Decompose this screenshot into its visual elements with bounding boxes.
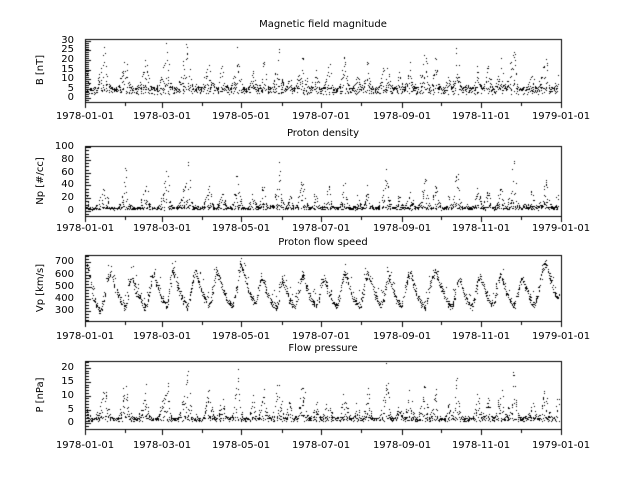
x-tick-label: 1978-03-01 [132, 331, 192, 342]
y-tick-label: 0 [67, 205, 74, 216]
panel-title-flow-pressure: Flow pressure [288, 343, 358, 354]
x-tick-label: 1979-01-01 [531, 223, 591, 234]
y-tick-label: 20 [61, 54, 74, 65]
y-tick-label: 5 [67, 83, 74, 94]
x-tick-label: 1978-09-01 [372, 223, 432, 234]
x-tick-label: 1978-03-01 [132, 223, 192, 234]
x-tick-label: 1978-05-01 [211, 111, 271, 122]
y-tick-label: 100 [54, 141, 74, 152]
panel-title-proton-flow-speed: Proton flow speed [278, 237, 368, 248]
x-tick-label: 1979-01-01 [531, 331, 591, 342]
y-tick-label: 15 [61, 64, 74, 75]
y-tick-label: 10 [61, 390, 74, 401]
y-tick-label: 0 [67, 92, 74, 103]
y-tick-label: 5 [67, 404, 74, 415]
x-tick-label: 1978-03-01 [132, 440, 192, 451]
y-tick-label: 300 [54, 305, 74, 316]
y-tick-label: 500 [54, 281, 74, 292]
x-tick-label: 1978-01-01 [55, 111, 115, 122]
x-tick-label: 1978-11-01 [451, 440, 511, 451]
x-tick-label: 1978-03-01 [132, 111, 192, 122]
x-tick-label: 1978-09-01 [372, 440, 432, 451]
x-tick-label: 1978-01-01 [55, 223, 115, 234]
panel-title-magnetic-field: Magnetic field magnitude [259, 19, 387, 30]
y-tick-label: 60 [61, 167, 74, 178]
x-tick-label: 1978-05-01 [211, 223, 271, 234]
x-tick-label: 1978-05-01 [211, 440, 271, 451]
y-tick-label: 80 [61, 154, 74, 165]
y-tick-label: 25 [61, 44, 74, 55]
y-axis-label-vp: Vp [km/s] [35, 263, 46, 313]
x-tick-label: 1979-01-01 [531, 111, 591, 122]
y-tick-label: 0 [67, 417, 74, 428]
y-tick-label: 40 [61, 179, 74, 190]
y-axis-label-np: Np [#/cc] [35, 157, 46, 205]
x-tick-label: 1978-07-01 [291, 331, 351, 342]
y-tick-label: 20 [61, 192, 74, 203]
y-tick-label: 15 [61, 376, 74, 387]
y-tick-label: 30 [61, 35, 74, 46]
x-tick-label: 1978-01-01 [55, 331, 115, 342]
y-axis-label-p: P [nPa] [35, 377, 46, 413]
x-tick-label: 1978-11-01 [451, 111, 511, 122]
x-tick-label: 1978-05-01 [211, 331, 271, 342]
x-tick-label: 1979-01-01 [531, 440, 591, 451]
x-tick-label: 1978-09-01 [372, 111, 432, 122]
y-tick-label: 400 [54, 293, 74, 304]
x-tick-label: 1978-09-01 [372, 331, 432, 342]
y-tick-label: 700 [54, 256, 74, 267]
y-tick-label: 600 [54, 269, 74, 280]
x-tick-label: 1978-11-01 [451, 331, 511, 342]
x-tick-label: 1978-01-01 [55, 440, 115, 451]
y-axis-label-b: B [nT] [35, 54, 46, 86]
x-tick-label: 1978-07-01 [291, 223, 351, 234]
x-tick-label: 1978-07-01 [291, 111, 351, 122]
y-tick-label: 20 [61, 362, 74, 373]
panel-title-proton-density: Proton density [286, 128, 360, 139]
x-tick-label: 1978-11-01 [451, 223, 511, 234]
y-tick-label: 10 [61, 73, 74, 84]
x-tick-label: 1978-07-01 [291, 440, 351, 451]
